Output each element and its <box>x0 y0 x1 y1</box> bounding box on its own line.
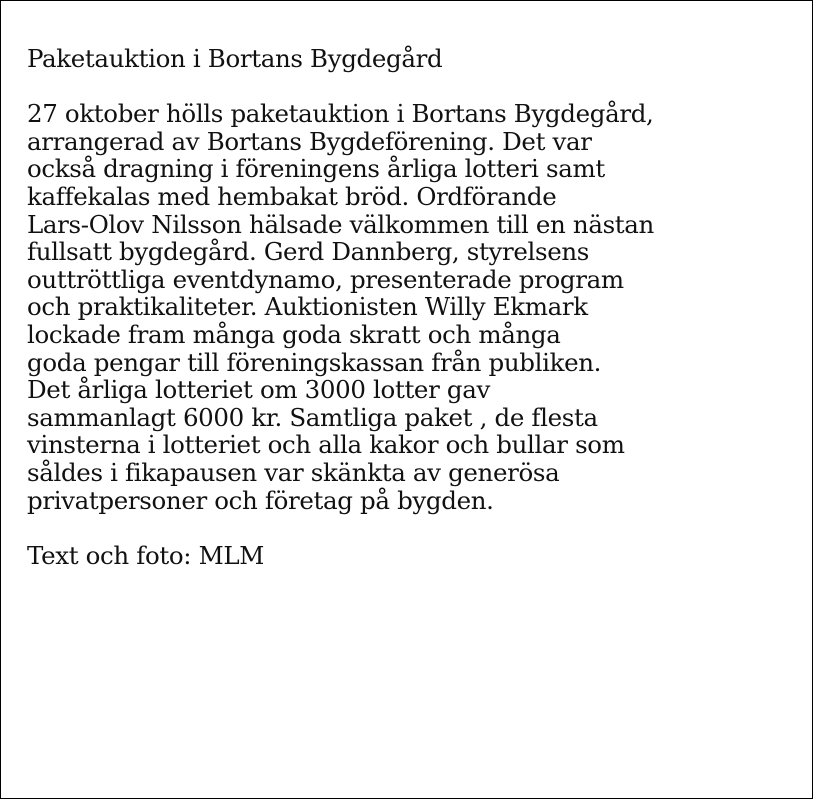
article <box>27 45 797 569</box>
article-credit: Text och foto: MLM <box>27 540 265 570</box>
article-body: 27 oktober hölls paketauktion i Bortans Bygdegård, arrangerad av Bortans Bygdeförening. Det var också dragning i föreningens årliga lotteri samt kaffekalas med hembakat bröd. Ordförande Lars-Olov Nilsson hälsade välkommen till en nästan fullsatt bygdegård. Gerd Dannberg, styrelsens outtröttliga eventdynamo, presenterade program och praktikaliteter. Auktionisten Willy Ekmark lockade fram många goda skratt och många goda pengar till föreningskassan från publiken. Det årliga lotteriet om 3000 lotter gav sammanlagt 6000 kr. Samtliga paket , de flesta vinsterna i lotteriet och alla kakor och bullar som såldes i fikapausen var skänkta av generösa privatpersoner och företag på bygden. <box>27 99 654 515</box>
article-title: Paketauktion i Bortans Bygdegård <box>27 44 443 73</box>
